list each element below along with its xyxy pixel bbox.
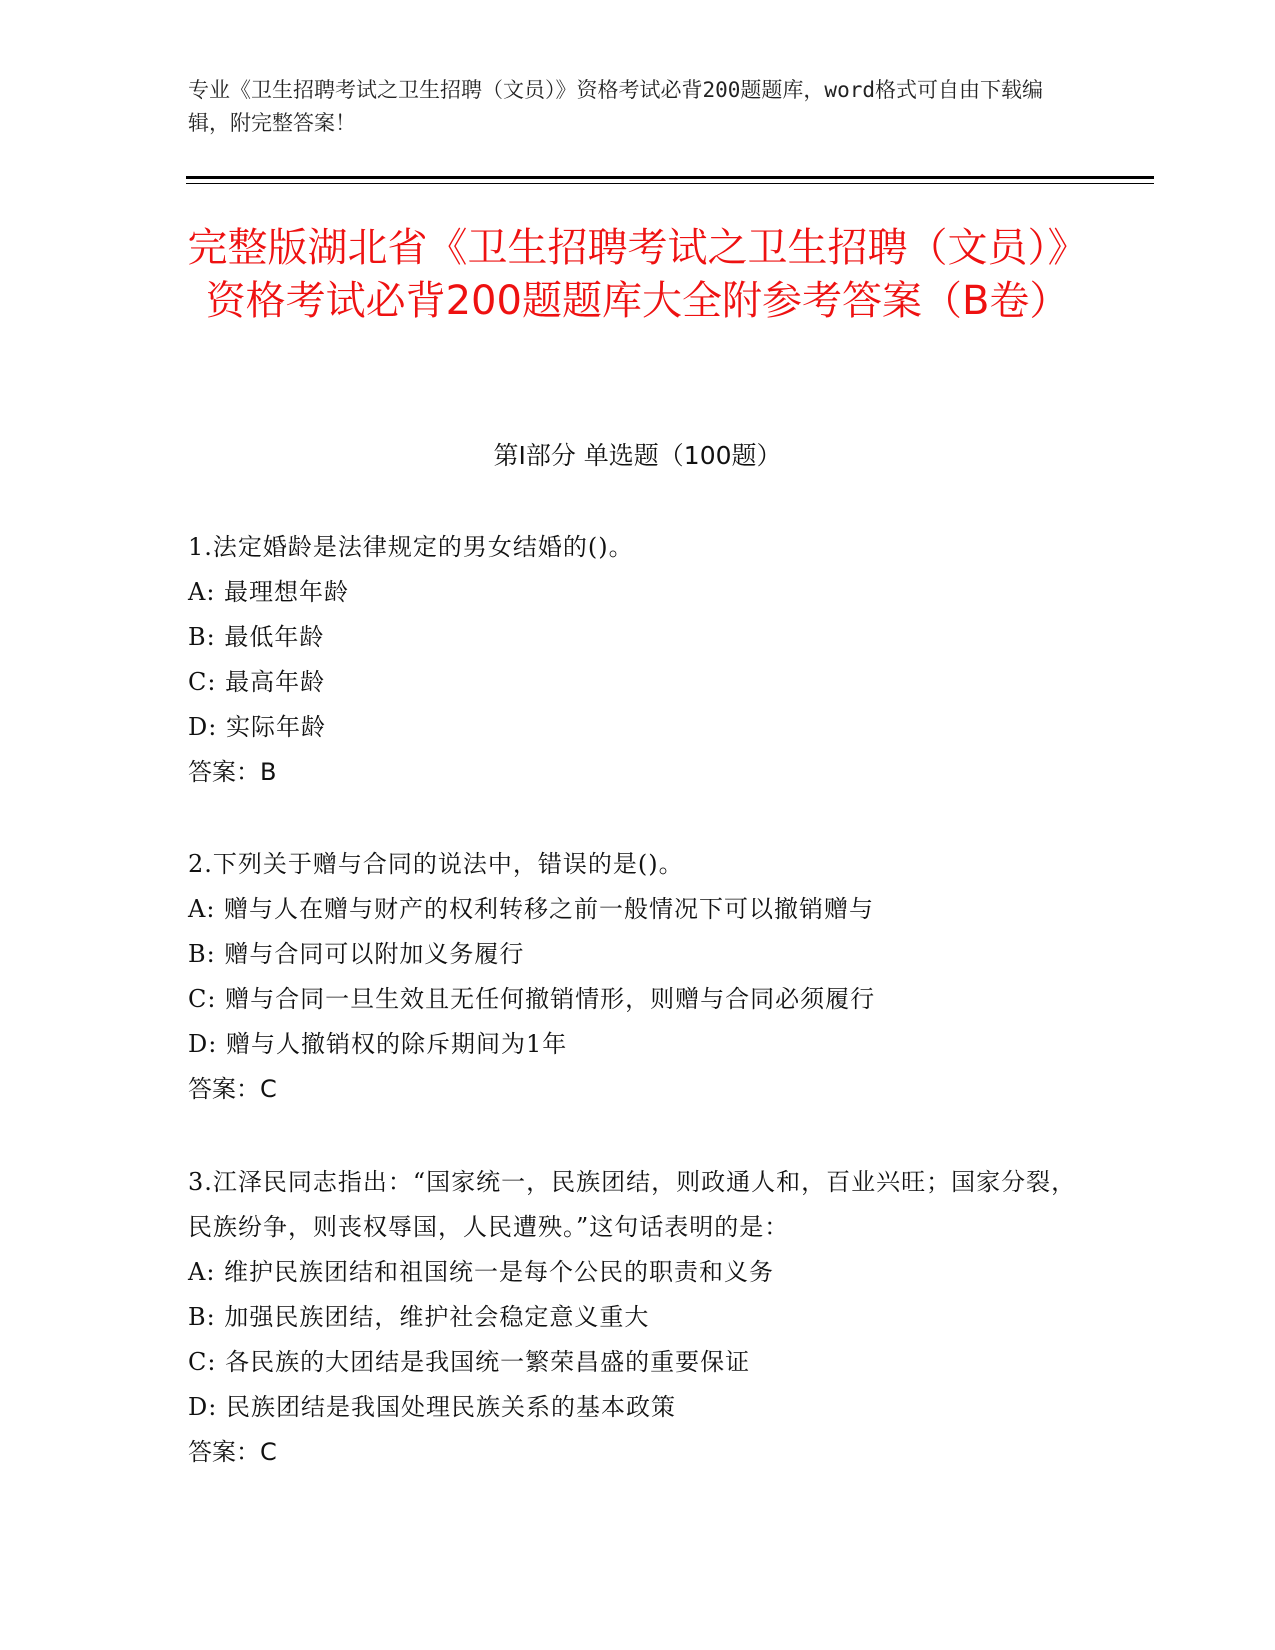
header-intro-text: 专业《卫生招聘考试之卫生招聘（文员）》资格考试必背200题题库，word格式可自由下载编辑，附完整答案！ <box>188 78 1043 135</box>
option-d: D: 赠与人撤销权的除斥期间为1年 <box>188 1030 568 1058</box>
answer-line: 答案：B <box>188 758 277 786</box>
option-b: B: 赠与合同可以附加义务履行 <box>188 940 525 968</box>
option-a: A: 赠与人在赠与财产的权利转移之前一般情况下可以撤销赠与 <box>188 895 875 923</box>
option-a: A: 最理想年龄 <box>188 578 350 606</box>
option-c: C: 赠与合同一旦生效且无任何撤销情形，则赠与合同必须履行 <box>188 985 876 1013</box>
option-c: C: 最高年龄 <box>188 668 326 696</box>
header-divider-thin <box>186 183 1154 184</box>
question-block <box>188 842 1088 1112</box>
answer-line: 答案：C <box>188 1438 277 1466</box>
option-b: B: 加强民族团结，维护社会稳定意义重大 <box>188 1303 650 1331</box>
option-d: D: 实际年龄 <box>188 713 326 741</box>
question-block <box>188 1160 1088 1475</box>
question-stem: 1.法定婚龄是法律规定的男女结婚的()。 <box>188 533 634 561</box>
option-d: D: 民族团结是我国处理民族关系的基本政策 <box>188 1393 676 1421</box>
question-stem: 3.江泽民同志指出：“国家统一，民族团结，则政通人和，百业兴旺；国家分裂，民族纷争，则丧权辱国，人民遭殃。”这句话表明的是： <box>188 1168 1077 1241</box>
question-block <box>188 525 1088 795</box>
header-divider-thick <box>186 176 1154 179</box>
section-title: 第I部分 单选题（100题） <box>493 441 782 470</box>
option-b: B: 最低年龄 <box>188 623 325 651</box>
answer-line: 答案：C <box>188 1075 277 1103</box>
document-title: 完整版湖北省《卫生招聘考试之卫生招聘（文员）》资格考试必背200题题库大全附参考答案（B卷） <box>187 225 1088 324</box>
option-a: A: 维护民族团结和祖国统一是每个公民的职责和义务 <box>188 1258 775 1286</box>
option-c: C: 各民族的大团结是我国统一繁荣昌盛的重要保证 <box>188 1348 751 1376</box>
question-stem: 2.下列关于赠与合同的说法中，错误的是()。 <box>188 850 684 878</box>
